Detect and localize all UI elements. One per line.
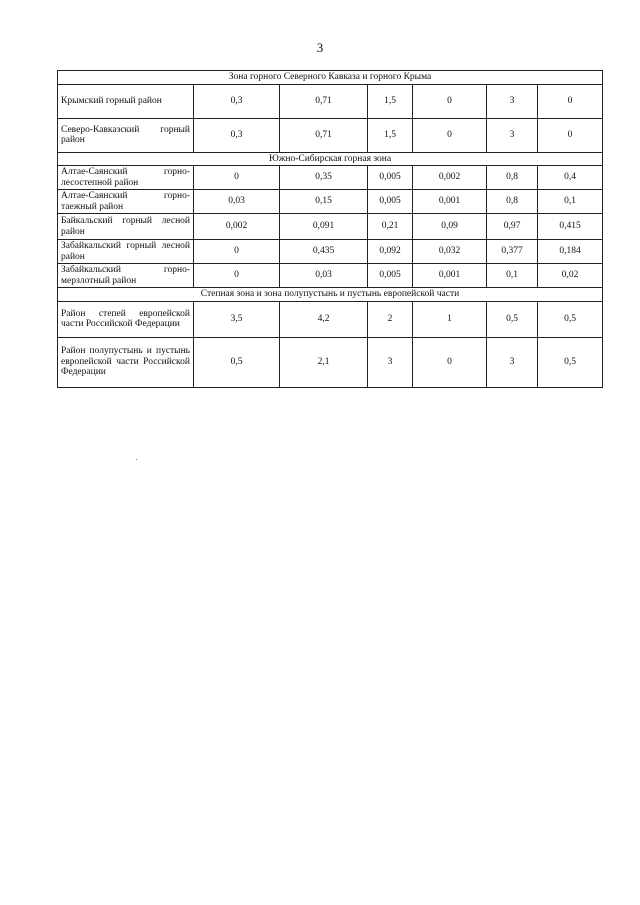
value-cell: 0 <box>413 84 487 118</box>
value-cell: 1 <box>413 301 487 337</box>
table-row <box>58 264 603 288</box>
value-cell: 0,03 <box>194 190 280 214</box>
value-cell: 0,71 <box>280 84 368 118</box>
value-cell: 0,4 <box>538 166 603 190</box>
section-heading-row <box>58 288 603 302</box>
value-cell: 2 <box>368 301 413 337</box>
value-cell: 0 <box>194 264 280 288</box>
section-heading-row <box>58 71 603 85</box>
value-cell: 0,97 <box>487 214 538 240</box>
value-cell: 0,5 <box>487 301 538 337</box>
section-heading: Зона горного Северного Кавказа и горного Крыма <box>58 71 603 85</box>
value-cell: 4,2 <box>280 301 368 337</box>
table-row <box>58 166 603 190</box>
value-cell: 0 <box>538 84 603 118</box>
value-cell: 0,184 <box>538 240 603 264</box>
value-cell: 0,001 <box>413 190 487 214</box>
value-cell: 0,21 <box>368 214 413 240</box>
value-cell: 0,1 <box>538 190 603 214</box>
value-cell: 0 <box>194 166 280 190</box>
table-row <box>58 337 603 387</box>
region-name-cell: Забайкальский горный лесной район <box>58 240 194 264</box>
region-name-cell: Район полупустынь и пустынь европейской части Российской Федерации <box>58 337 194 387</box>
value-cell: 0,415 <box>538 214 603 240</box>
region-name-cell: Крымский горный район <box>58 84 194 118</box>
value-cell: 0,35 <box>280 166 368 190</box>
value-cell: 0,377 <box>487 240 538 264</box>
value-cell: 0,71 <box>280 118 368 152</box>
section-heading-row <box>58 152 603 166</box>
value-cell: 0 <box>413 337 487 387</box>
value-cell: 0,09 <box>413 214 487 240</box>
value-cell: 0,002 <box>194 214 280 240</box>
region-name-cell: Алтае-Саянский горно-лесостепной район <box>58 166 194 190</box>
scan-speck <box>136 459 137 460</box>
value-cell: 0,5 <box>538 337 603 387</box>
section-heading: Степная зона и зона полупустынь и пустынь европейской части <box>58 288 603 302</box>
value-cell: 0,005 <box>368 264 413 288</box>
table-row <box>58 240 603 264</box>
region-name-cell: Район степей европейской части Российской Федерации <box>58 301 194 337</box>
table-row <box>58 84 603 118</box>
value-cell: 0,005 <box>368 166 413 190</box>
value-cell: 0,03 <box>280 264 368 288</box>
value-cell: 3,5 <box>194 301 280 337</box>
value-cell: 0,8 <box>487 166 538 190</box>
table-row <box>58 301 603 337</box>
value-cell: 0,5 <box>194 337 280 387</box>
value-cell: 0,001 <box>413 264 487 288</box>
table-row <box>58 118 603 152</box>
value-cell: 0,3 <box>194 84 280 118</box>
value-cell: 0,005 <box>368 190 413 214</box>
forest-zone-table <box>57 70 603 388</box>
value-cell: 0,002 <box>413 166 487 190</box>
page-number: 3 <box>316 40 324 55</box>
value-cell: 3 <box>487 337 538 387</box>
value-cell: 0,091 <box>280 214 368 240</box>
table-row <box>58 190 603 214</box>
value-cell: 0,032 <box>413 240 487 264</box>
value-cell: 0,15 <box>280 190 368 214</box>
value-cell: 0,5 <box>538 301 603 337</box>
value-cell: 0,02 <box>538 264 603 288</box>
value-cell: 0,3 <box>194 118 280 152</box>
value-cell: 2,1 <box>280 337 368 387</box>
region-name-cell: Забайкальский горно-мерзлотный район <box>58 264 194 288</box>
value-cell: 0,435 <box>280 240 368 264</box>
value-cell: 0,092 <box>368 240 413 264</box>
region-name-cell: Алтае-Саянский горно-таежный район <box>58 190 194 214</box>
value-cell: 0 <box>413 118 487 152</box>
value-cell: 3 <box>368 337 413 387</box>
region-name-cell: Байкальский горный лесной район <box>58 214 194 240</box>
value-cell: 1,5 <box>368 118 413 152</box>
value-cell: 0 <box>194 240 280 264</box>
value-cell: 0 <box>538 118 603 152</box>
value-cell: 3 <box>487 118 538 152</box>
value-cell: 3 <box>487 84 538 118</box>
value-cell: 1,5 <box>368 84 413 118</box>
value-cell: 0,8 <box>487 190 538 214</box>
region-name-cell: Северо-Кавказский горный район <box>58 118 194 152</box>
section-heading: Южно-Сибирская горная зона <box>58 152 603 166</box>
table-row <box>58 214 603 240</box>
value-cell: 0,1 <box>487 264 538 288</box>
